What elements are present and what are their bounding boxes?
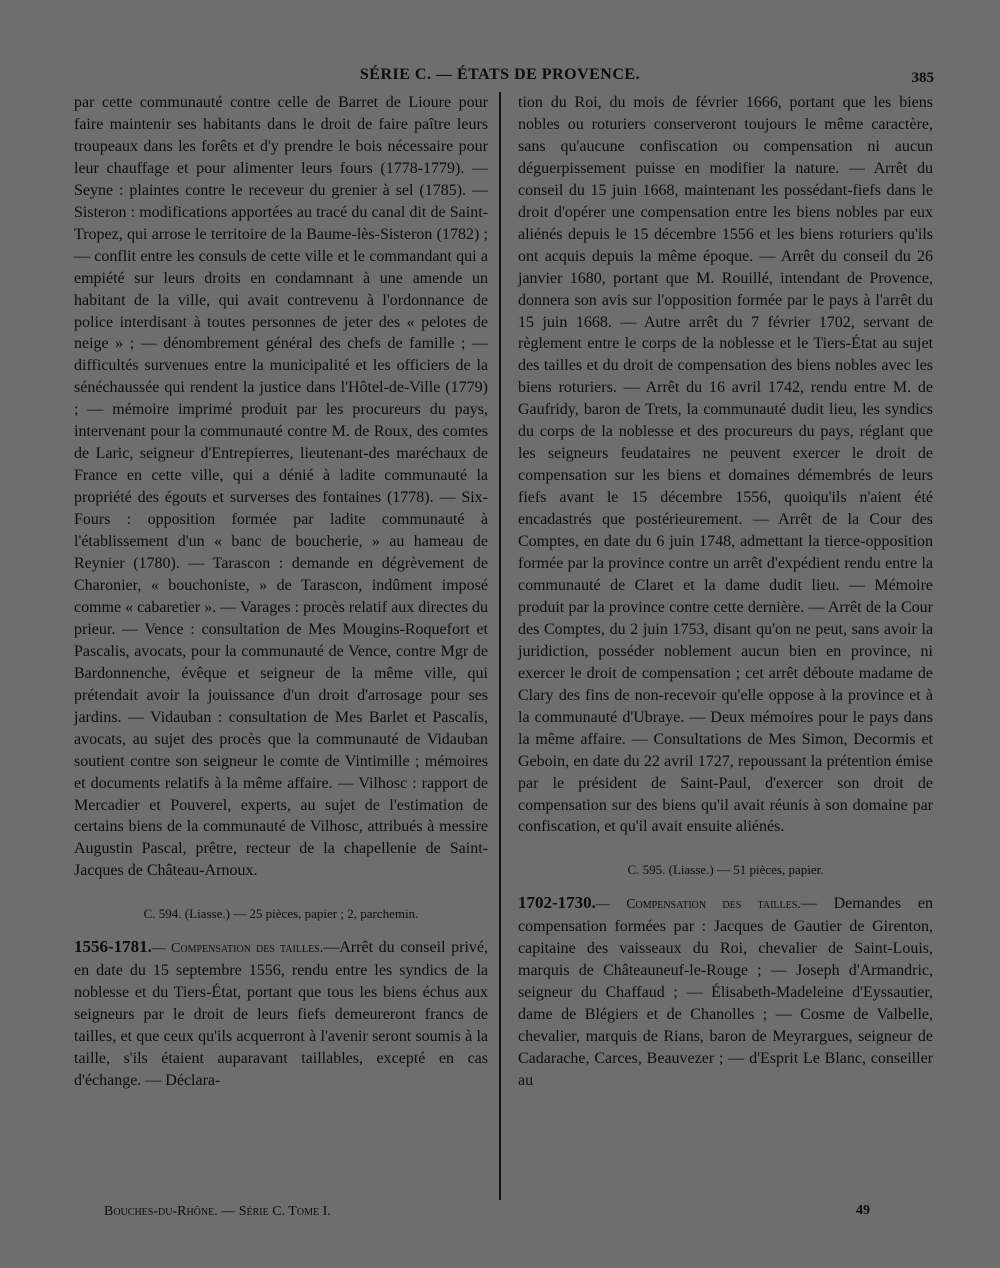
right-paragraph: tion du Roi, du mois de février 1666, portant que les biens nobles ou roturiers conserveront toujours le même caractère, sans qu'aucune confiscation ou compensation ni aucun déguerpissement puisse en modifier la nature. — Arrêt du conseil du 15 juin 1668, maintenant les possédant-fiefs dans le droit d'opérer une compensation entre les biens nobles par eux aliénés depuis le 15 décembre 1556 et les biens roturiers qu'ils ont acquis depuis la même époque. — Arrêt du conseil du 26 janvier 1680, portant que M. Rouillé, intendant de Provence, donnera son avis sur l'opposition formée par le pays à l'arrêt du 15 juin 1668. — Autre arrêt du 7 février 1702, servant de règlement entre le corps de la noblesse et le Tiers-État au sujet des tailles et du droit de compensation des biens nobles avec les biens roturiers. — Arrêt du 16 avril 1742, rendu entre M. de Gaufridy, baron de Trets, la communauté dudit lieu, les syndics du corps de la noblesse et des procureurs du pays, réglant que les seigneurs feudataires ne peuvent exercer le droit de compensation sur les biens et domaines démembrés de leurs fiefs avant le 15 décembre 1556, quoiqu'ils n'aient été encadastrés que postérieurement. — Arrêt de la Cour des Comptes, en date du 6 juin 1748, admettant la tierce-opposition formée par la province contre un arrêt d'expédient rendu entre la communauté de Claret et la dame dudit lieu. — Mémoire produit par la province contre cette dernière. — Arrêt de la Cour des Comptes, du 2 juin 1753, disant qu'on ne peut, sans avoir la juridiction, posséder noblement aucun bien en province, ni exercer le droit de compensation ; cet arrêt déboute madame de Clary des fins de non-recevoir qu'elle oppose à la province et à la communauté d'Ubraye. — Deux mémoires pour le pays dans la même affaire. — Consultations de Mes Simon, Decormis et Geboin, en date du 22 avril 1727, repoussant la prétention émise par le président de Saint-Paul, d'exercer son droit de compensation sur des biens qu'il avait réunis à son domaine par confiscation, et qu'il avait ensuite aliénés. [518,94,933,836]
running-title: SÉRIE C. — ÉTATS DE PROVENCE. [359,66,641,83]
spacer [74,924,488,936]
entry-title: — Compensation des tailles. [595,897,801,913]
entry-dates: 1702-1730. [518,893,596,913]
entry-c595 [518,892,933,1092]
left-column [74,92,488,1092]
right-column [518,92,933,1092]
spacer [518,838,933,860]
entry-text: — Demandes en compensation formées par : Jacques de Gautier de Girenton, capitaine des vaisseaux du Roi, chevalier de Saint-Louis, marquis de Châteauneuf-le-Rouge ; — Joseph d'Armandric, seigneur du Chaffaud ; — Élisabeth-Madeleine d'Eyssautier, dame de Blégiers et de Chanolles ; — Cosme de Valbelle, chevalier, marquis de Rians, baron de Meyrargues, seigneur de Cadarache, Carces, Beauvezer ; — d'Esprit Le Blanc, conseiller au [518,895,933,1090]
left-paragraph: par cette communauté contre celle de Barret de Lioure pour faire maintenir ses habitants dans le droit de faire paître leurs troupeaux dans les forêts et d'y prendre le bois nécessaire pour leur chauffage et pour alimenter leurs fours (1778-1779). — Seyne : plaintes contre le receveur du grenier à sel (1785). — Sisteron : modifications apportées au tracé du canal dit de Saint-Tropez, qui arrose le territoire de la Baume-lès-Sisteron (1782) ; — conflit entre les consuls de cette ville et le commandant qui a empiété sur leurs droits en condamnant à une amende un habitant de la ville, qui avait contrevenu à l'ordonnance de police interdisant à toutes personnes de jeter des « pelotes de neige » ; — dénombrement général des chefs de famille ; — difficultés survenues entre la municipalité et les officiers de la sénéchaussée qui rendent la justice dans l'Hôtel-de-Ville (1779) ; — mémoire imprimé produit par les procureurs du pays, intervenant pour la communauté contre M. de Roux, des comtes de Laric, seigneur d'Entrepierres, lieutenant-des maréchaux de France en cette ville, qui a dénié à ladite communauté la propriété des égouts et surverses des fontaines (1778). — Six-Fours : opposition formée par ladite communauté à l'établissement d'un « banc de boucherie, » au hameau de Reynier (1780). — Tarascon : demande en dégrèvement de Charonier, « bouchoniste, » de Tarascon, indûment imposé comme « cabaretier ». — Varages : procès relatif aux directes du prieur. — Vence : consultation de Mes Mougins-Roquefort et Pascalis, avocats, pour la communauté de Vence, contre Mgr de Bardonnenche, évêque et seigneur de la même ville, qui prétendait avoir la jouissance d'un droit d'arrosage pour ses jardins. — Vidauban : consultation de Mes Barlet et Pascalis, avocats, au sujet des procès que la communauté de Vidauban soutient contre son seigneur le comte de Vintimille ; mémoires et documents relatifs à la même affaire. — Vilhosc : rapport de Mercadier et Pouverel, experts, au sujet de l'estimation de certains biens de la communauté de Vilhosc, attribués à messire Augustin Pascal, prêtre, recteur de la chapellenie de Saint-Jacques de Château-Arnoux. [74,94,488,880]
spacer [518,880,933,892]
entry-c594 [74,936,488,1092]
footer-signature-number: 49 [856,1203,870,1218]
caption-c595: C. 595. (Liasse.) — 51 pièces, papier. [627,862,824,878]
entry-dates: 1556-1781. [74,937,152,957]
page-number: 385 [911,70,934,86]
column-divider [499,92,501,1200]
entry-text: —Arrêt du conseil privé, en date du 15 septembre 1556, rendu entre les syndics de la noblesse et du Tiers-État, portant que tous les biens échus aux seigneurs par le droit de leurs fiefs demeureront francs de tailles, et que ceux qu'ils acquerront à l'avenir seront soumis à la taille, s'ils étaient auparavant taillables, excepté en cas d'échange. — Déclara- [74,939,488,1090]
spacer [74,882,488,904]
footer-series: Bouches-du-Rhône. — Série C. Tome I. [104,1204,331,1219]
caption-c594: C. 594. (Liasse.) — 25 pièces, papier ; 2, parchemin. [143,906,419,922]
entry-title: — Compensation des tailles. [151,941,324,957]
